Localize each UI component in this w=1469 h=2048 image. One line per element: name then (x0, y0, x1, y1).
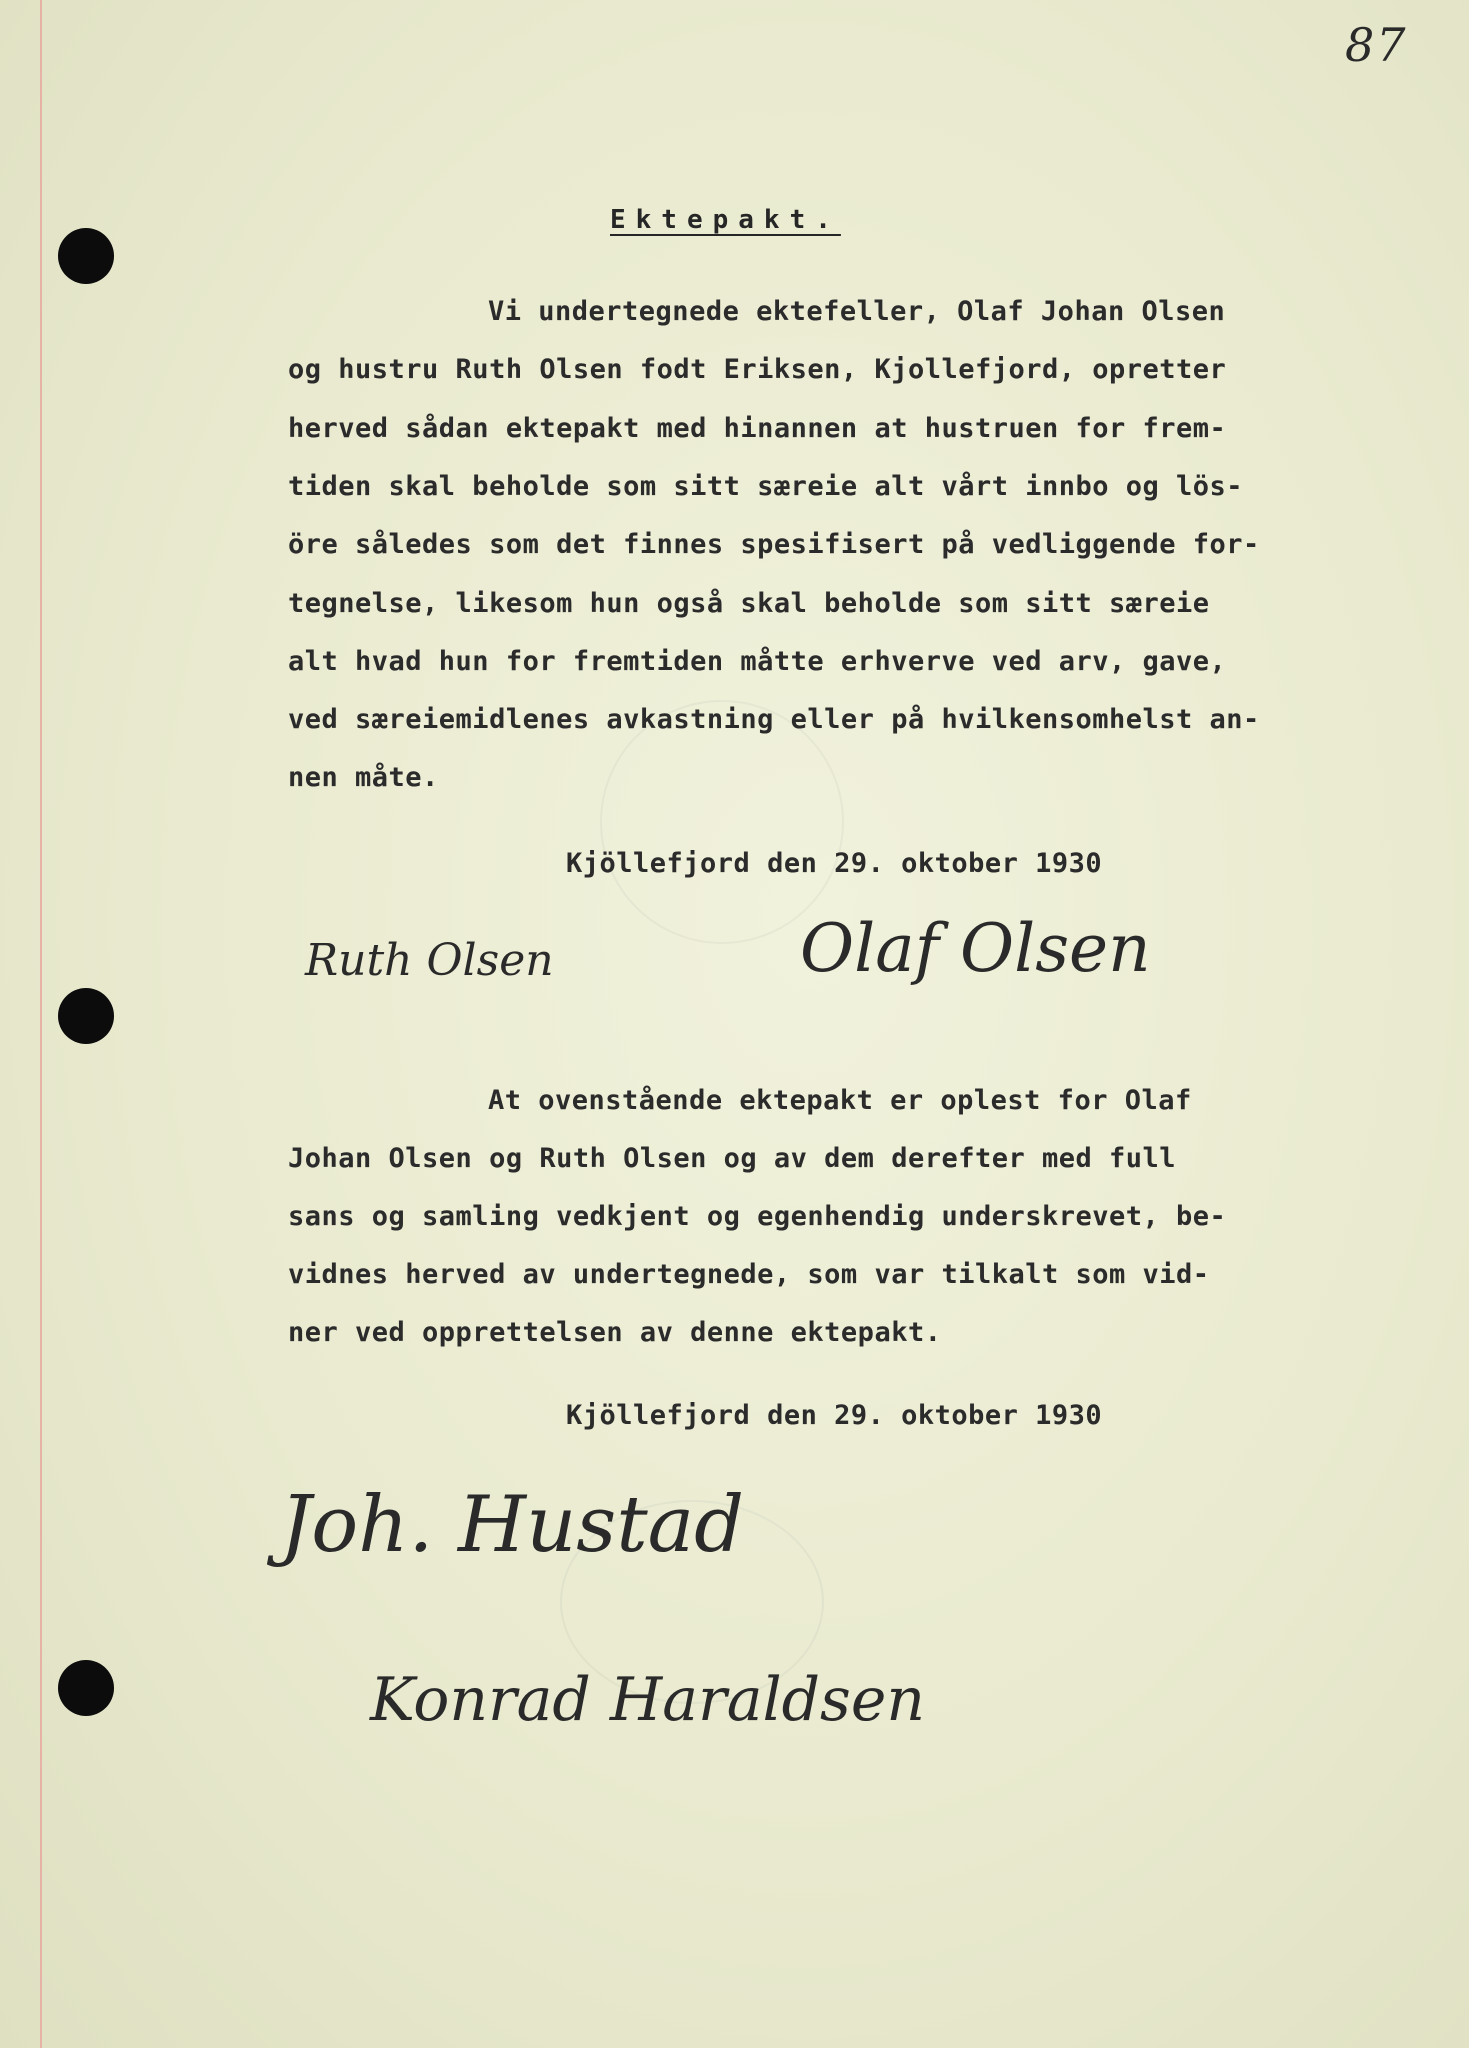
punch-hole-top (58, 228, 114, 284)
signature-olaf-olsen: Olaf Olsen (800, 910, 1151, 987)
paragraph1-line: tiden skal beholde som sitt særeie alt vårt innbo og lös- (288, 471, 1244, 502)
signature-witness-haraldsen: Konrad Haraldsen (370, 1665, 925, 1735)
paragraph1-line: alt hvad hun for fremtiden måtte erhverve ved arv, gave, (288, 646, 1227, 677)
paragraph1-line: nen måte. (288, 762, 439, 793)
paragraph2-line: sans og samling vedkjent og egenhendig underskrevet, be- (288, 1201, 1227, 1232)
faint-stamp-shadow (600, 700, 844, 944)
paragraph1-line: Vi undertegnede ektefeller, Olaf Johan Olsen (488, 296, 1226, 327)
paragraph1-line: herved sådan ektepakt med hinannen at hustruen for frem- (288, 413, 1227, 444)
date-line-2: Kjöllefjord den 29. oktober 1930 (566, 1400, 1103, 1431)
paragraph2-line: vidnes herved av undertegnede, som var tilkalt som vid- (288, 1259, 1210, 1290)
paragraph2-line: Johan Olsen og Ruth Olsen og av dem derefter med full (288, 1143, 1177, 1174)
paragraph1-line: ved særeiemidlenes avkastning eller på hvilkensomhelst an- (288, 704, 1260, 735)
punch-hole-bottom (58, 1660, 114, 1716)
paragraph1-line: öre således som det finnes spesifisert på vedliggende for- (288, 529, 1260, 560)
signature-ruth-olsen: Ruth Olsen (305, 935, 554, 986)
date-line-1: Kjöllefjord den 29. oktober 1930 (566, 848, 1103, 879)
page-number: 87 (1345, 18, 1408, 72)
paragraph1-line: og hustru Ruth Olsen fodt Eriksen, Kjollefjord, opretter (288, 354, 1227, 385)
punch-hole-middle (58, 988, 114, 1044)
paragraph2-line: At ovenstående ektepakt er oplest for Olaf (488, 1085, 1192, 1116)
paragraph1-line: tegnelse, likesom hun også skal beholde som sitt særeie (288, 588, 1210, 619)
document-title: Ektepakt. (610, 205, 841, 235)
signature-witness-hustad: Joh. Hustad (280, 1480, 745, 1570)
margin-line (40, 0, 42, 2048)
paragraph2-line: ner ved opprettelsen av denne ektepakt. (288, 1317, 942, 1348)
